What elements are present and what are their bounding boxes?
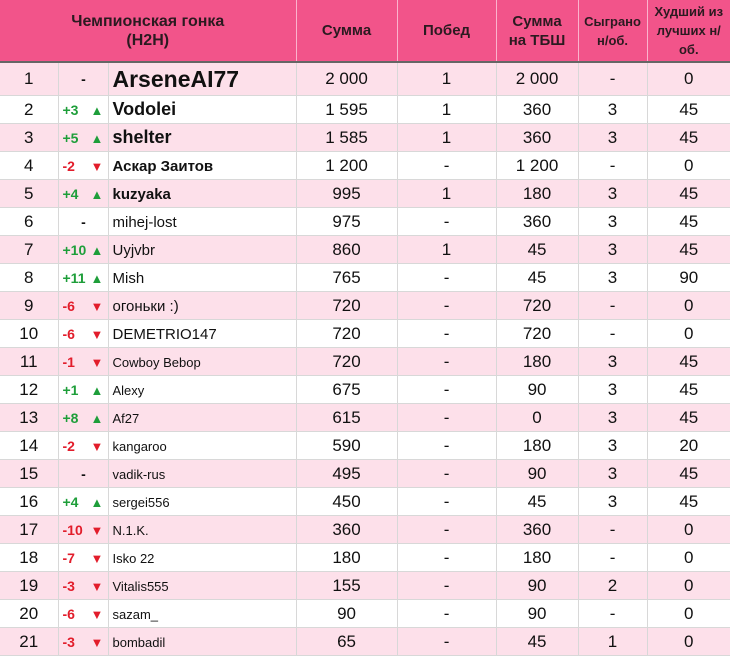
- rank-cell: 20: [0, 600, 58, 628]
- change-cell: [58, 628, 108, 656]
- arrow-down-icon: ▼: [90, 158, 104, 174]
- player-name: DEMETRIO147: [112, 325, 217, 343]
- table-row: [0, 432, 730, 460]
- worst-cell: 0: [647, 544, 730, 572]
- arrow-down-icon: ▼: [90, 522, 104, 538]
- rank-cell: 18: [0, 544, 58, 572]
- player-name-cell: [108, 62, 296, 96]
- table-row: [0, 124, 730, 152]
- worst-cell: 0: [647, 628, 730, 656]
- player-name-cell: [108, 208, 296, 236]
- sum-cell: 995: [296, 180, 397, 208]
- standings-body: [0, 62, 730, 656]
- worst-cell: 45: [647, 460, 730, 488]
- player-name: Vodolei: [112, 99, 177, 119]
- worst-cell: 45: [647, 348, 730, 376]
- rank-change: +3: [62, 101, 79, 118]
- rank-cell: 4: [0, 152, 58, 180]
- rank-change: -6: [62, 605, 75, 622]
- tbs-cell: 45: [496, 488, 578, 516]
- wins-cell: 1: [397, 180, 496, 208]
- player-name-cell: [108, 292, 296, 320]
- player-name-cell: [108, 488, 296, 516]
- title-line-2: (H2H): [126, 31, 170, 49]
- table-row: [0, 320, 730, 348]
- played-cell: 3: [578, 208, 647, 236]
- wins-cell: -: [397, 516, 496, 544]
- header-row: [0, 0, 730, 62]
- rank-change: -: [81, 465, 86, 482]
- rank-change: +4: [62, 493, 79, 510]
- sum-cell: 180: [296, 544, 397, 572]
- sum-cell: 720: [296, 292, 397, 320]
- wins-cell: -: [397, 292, 496, 320]
- player-name-cell: [108, 572, 296, 600]
- rank-change: -2: [62, 157, 75, 174]
- tbs-cell: 90: [496, 376, 578, 404]
- player-name: kuzyaka: [112, 185, 171, 203]
- table-row: [0, 264, 730, 292]
- arrow-down-icon: ▼: [90, 606, 104, 622]
- table-row: [0, 404, 730, 432]
- player-name: ArseneAI77: [112, 65, 240, 92]
- player-name-cell: [108, 404, 296, 432]
- rank-cell: 8: [0, 264, 58, 292]
- player-name: Isko 22: [112, 550, 155, 566]
- arrow-down-icon: ▼: [90, 578, 104, 594]
- rank-change: -2: [62, 437, 75, 454]
- wins-cell: -: [397, 264, 496, 292]
- table-row: [0, 572, 730, 600]
- change-cell: [58, 544, 108, 572]
- player-name: Af27: [112, 410, 140, 426]
- player-name: N.1.K.: [112, 522, 149, 538]
- wins-cell: -: [397, 544, 496, 572]
- wins-cell: 1: [397, 236, 496, 264]
- change-cell: [58, 180, 108, 208]
- player-name-cell: [108, 96, 296, 124]
- rank-cell: 21: [0, 628, 58, 656]
- worst-cell: 45: [647, 124, 730, 152]
- rank-cell: 16: [0, 488, 58, 516]
- wins-cell: -: [397, 152, 496, 180]
- rank-change: -1: [62, 353, 75, 370]
- sum-cell: 1 200: [296, 152, 397, 180]
- rank-cell: 7: [0, 236, 58, 264]
- worst-cell: 0: [647, 572, 730, 600]
- table-row: [0, 292, 730, 320]
- table-row: [0, 96, 730, 124]
- rank-cell: 13: [0, 404, 58, 432]
- player-name: огоньки :): [112, 297, 179, 315]
- table-row: [0, 460, 730, 488]
- player-name: Аскар Заитов: [112, 157, 214, 175]
- rank-cell: 17: [0, 516, 58, 544]
- rank-cell: 1: [0, 62, 58, 96]
- player-name: Uyjvbr: [112, 241, 156, 259]
- rank-cell: 12: [0, 376, 58, 404]
- played-cell: 3: [578, 460, 647, 488]
- rank-change: -: [81, 213, 86, 230]
- arrow-up-icon: ▲: [90, 270, 104, 286]
- sum-cell: 765: [296, 264, 397, 292]
- tbs-cell: 45: [496, 628, 578, 656]
- change-cell: [58, 348, 108, 376]
- arrow-up-icon: ▲: [90, 130, 104, 146]
- rank-cell: 10: [0, 320, 58, 348]
- tbs-cell: 180: [496, 180, 578, 208]
- wins-header: [397, 0, 496, 62]
- tbs-cell: 2 000: [496, 62, 578, 96]
- rank-change: +1: [62, 381, 79, 398]
- rank-change: +8: [62, 409, 79, 426]
- worst-cell: 0: [647, 292, 730, 320]
- sum-cell: 90: [296, 600, 397, 628]
- player-name-cell: [108, 264, 296, 292]
- player-name-cell: [108, 320, 296, 348]
- change-cell: [58, 516, 108, 544]
- sum-cell: 720: [296, 320, 397, 348]
- player-name: kangaroo: [112, 438, 167, 454]
- tbs-cell: 90: [496, 460, 578, 488]
- arrow-down-icon: ▼: [90, 550, 104, 566]
- tbs-header-line-2: на ТБШ: [508, 31, 566, 49]
- worst-cell: 45: [647, 208, 730, 236]
- change-cell: [58, 208, 108, 236]
- player-name-cell: [108, 348, 296, 376]
- played-cell: -: [578, 516, 647, 544]
- played-cell: 3: [578, 180, 647, 208]
- player-name: Cowboy Bebop: [112, 354, 201, 370]
- table-row: [0, 152, 730, 180]
- tbs-header-line-1: Сумма: [512, 12, 562, 30]
- rank-change: -: [81, 71, 86, 87]
- tbs-cell: 180: [496, 544, 578, 572]
- player-name-cell: [108, 376, 296, 404]
- sum-cell: 1 595: [296, 96, 397, 124]
- tbs-cell: 90: [496, 572, 578, 600]
- arrow-down-icon: ▼: [90, 634, 104, 650]
- rank-change: +5: [62, 129, 79, 146]
- played-cell: 3: [578, 264, 647, 292]
- worst-header: [647, 0, 730, 62]
- tbs-cell: 45: [496, 264, 578, 292]
- player-name: Vitalis555: [112, 578, 169, 594]
- worst-cell: 0: [647, 152, 730, 180]
- played-cell: 1: [578, 628, 647, 656]
- played-header-line-1: Сыграно: [584, 13, 641, 29]
- worst-cell: 0: [647, 320, 730, 348]
- player-name-cell: [108, 432, 296, 460]
- worst-cell: 20: [647, 432, 730, 460]
- worst-cell: 0: [647, 600, 730, 628]
- table-row: [0, 180, 730, 208]
- change-cell: [58, 320, 108, 348]
- sum-cell: 450: [296, 488, 397, 516]
- arrow-up-icon: ▲: [90, 410, 104, 426]
- tbs-cell: 0: [496, 404, 578, 432]
- change-cell: [58, 264, 108, 292]
- table-row: [0, 488, 730, 516]
- player-name: shelter: [112, 127, 172, 147]
- player-name: bombadil: [112, 634, 166, 650]
- change-cell: [58, 432, 108, 460]
- tbs-cell: 45: [496, 236, 578, 264]
- rank-change: -6: [62, 325, 75, 342]
- player-name: Mish: [112, 269, 145, 287]
- table-row: [0, 516, 730, 544]
- player-name-cell: [108, 152, 296, 180]
- played-cell: 3: [578, 348, 647, 376]
- wins-cell: 1: [397, 124, 496, 152]
- rank-cell: 3: [0, 124, 58, 152]
- player-name-cell: [108, 460, 296, 488]
- table-row: [0, 348, 730, 376]
- arrow-down-icon: ▼: [90, 326, 104, 342]
- change-cell: [58, 404, 108, 432]
- tbs-header: [496, 0, 578, 62]
- change-cell: [58, 124, 108, 152]
- table-row: [0, 600, 730, 628]
- played-cell: 3: [578, 432, 647, 460]
- sum-cell: 495: [296, 460, 397, 488]
- rank-cell: 11: [0, 348, 58, 376]
- worst-cell: 45: [647, 236, 730, 264]
- rank-change: -3: [62, 633, 75, 650]
- played-cell: 3: [578, 236, 647, 264]
- played-cell: -: [578, 600, 647, 628]
- rank-cell: 2: [0, 96, 58, 124]
- sum-cell: 615: [296, 404, 397, 432]
- rank-cell: 14: [0, 432, 58, 460]
- played-cell: -: [578, 292, 647, 320]
- tbs-cell: 90: [496, 600, 578, 628]
- player-name-cell: [108, 124, 296, 152]
- sum-cell: 2 000: [296, 62, 397, 96]
- tbs-cell: 720: [496, 320, 578, 348]
- played-cell: 3: [578, 96, 647, 124]
- table-row: [0, 628, 730, 656]
- sum-cell: 360: [296, 516, 397, 544]
- tbs-cell: 180: [496, 348, 578, 376]
- rank-change: -3: [62, 577, 75, 594]
- table-row: [0, 376, 730, 404]
- wins-cell: 1: [397, 96, 496, 124]
- change-cell: [58, 62, 108, 96]
- sum-cell: 675: [296, 376, 397, 404]
- tbs-cell: 360: [496, 208, 578, 236]
- sum-cell: 720: [296, 348, 397, 376]
- player-name: sazam_: [112, 606, 159, 622]
- change-cell: [58, 292, 108, 320]
- change-cell: [58, 572, 108, 600]
- played-header-line-2: н/об.: [597, 32, 629, 48]
- sum-cell: 975: [296, 208, 397, 236]
- player-name: sergei556: [112, 494, 170, 510]
- played-cell: 3: [578, 404, 647, 432]
- arrow-up-icon: ▲: [90, 382, 104, 398]
- wins-header-label: Побед: [422, 22, 471, 39]
- change-cell: [58, 152, 108, 180]
- rank-change: -6: [62, 297, 75, 314]
- rank-change: -10: [62, 521, 83, 538]
- rank-cell: 15: [0, 460, 58, 488]
- change-cell: [58, 460, 108, 488]
- played-cell: -: [578, 544, 647, 572]
- sum-cell: 860: [296, 236, 397, 264]
- tbs-cell: 180: [496, 432, 578, 460]
- change-cell: [58, 488, 108, 516]
- worst-header-line-2: лучших н/об.: [656, 23, 721, 57]
- played-cell: -: [578, 62, 647, 96]
- player-name: vadik-rus: [112, 466, 166, 482]
- rank-cell: 6: [0, 208, 58, 236]
- arrow-up-icon: ▲: [90, 186, 104, 202]
- worst-cell: 0: [647, 516, 730, 544]
- change-cell: [58, 600, 108, 628]
- played-cell: 3: [578, 488, 647, 516]
- worst-cell: 45: [647, 488, 730, 516]
- player-name-cell: [108, 516, 296, 544]
- played-cell: 3: [578, 124, 647, 152]
- rank-change: +10: [62, 241, 87, 258]
- arrow-up-icon: ▲: [90, 102, 104, 118]
- wins-cell: -: [397, 208, 496, 236]
- tbs-cell: 360: [496, 124, 578, 152]
- sum-header-label: Сумма: [321, 22, 372, 39]
- table-row: [0, 236, 730, 264]
- sum-header: [296, 0, 397, 62]
- table-row: [0, 544, 730, 572]
- change-cell: [58, 96, 108, 124]
- sum-cell: 1 585: [296, 124, 397, 152]
- wins-cell: -: [397, 572, 496, 600]
- wins-cell: -: [397, 376, 496, 404]
- sum-cell: 590: [296, 432, 397, 460]
- wins-cell: -: [397, 404, 496, 432]
- rank-cell: 19: [0, 572, 58, 600]
- wins-cell: -: [397, 348, 496, 376]
- worst-cell: 45: [647, 96, 730, 124]
- worst-cell: 45: [647, 376, 730, 404]
- worst-cell: 45: [647, 180, 730, 208]
- change-cell: [58, 376, 108, 404]
- player-name-cell: [108, 180, 296, 208]
- played-cell: -: [578, 320, 647, 348]
- worst-cell: 0: [647, 62, 730, 96]
- worst-cell: 90: [647, 264, 730, 292]
- table-row: [0, 208, 730, 236]
- wins-cell: -: [397, 600, 496, 628]
- table-title: [0, 0, 296, 62]
- player-name-cell: [108, 628, 296, 656]
- rank-change: -7: [62, 549, 75, 566]
- played-cell: 2: [578, 572, 647, 600]
- title-line-1: Чемпионская гонка: [71, 12, 225, 30]
- rank-cell: 5: [0, 180, 58, 208]
- wins-cell: -: [397, 320, 496, 348]
- rank-change: +4: [62, 185, 79, 202]
- arrow-up-icon: ▲: [90, 494, 104, 510]
- sum-cell: 65: [296, 628, 397, 656]
- change-cell: [58, 236, 108, 264]
- player-name: mihej-lost: [112, 213, 177, 231]
- tbs-cell: 360: [496, 96, 578, 124]
- tbs-cell: 360: [496, 516, 578, 544]
- played-cell: 3: [578, 376, 647, 404]
- arrow-down-icon: ▼: [90, 298, 104, 314]
- player-name: Alexy: [112, 382, 145, 398]
- wins-cell: -: [397, 432, 496, 460]
- wins-cell: 1: [397, 62, 496, 96]
- tbs-cell: 720: [496, 292, 578, 320]
- rank-change: +11: [62, 269, 86, 286]
- table-row: [0, 62, 730, 96]
- arrow-down-icon: ▼: [90, 354, 104, 370]
- tbs-cell: 1 200: [496, 152, 578, 180]
- wins-cell: -: [397, 460, 496, 488]
- player-name-cell: [108, 600, 296, 628]
- sum-cell: 155: [296, 572, 397, 600]
- wins-cell: -: [397, 488, 496, 516]
- player-name-cell: [108, 544, 296, 572]
- rank-cell: 9: [0, 292, 58, 320]
- arrow-up-icon: ▲: [90, 242, 104, 258]
- worst-header-line-1: Худший из: [654, 4, 724, 19]
- played-cell: -: [578, 152, 647, 180]
- player-name-cell: [108, 236, 296, 264]
- wins-cell: -: [397, 628, 496, 656]
- worst-cell: 45: [647, 404, 730, 432]
- played-header: [578, 0, 647, 62]
- arrow-down-icon: ▼: [90, 438, 104, 454]
